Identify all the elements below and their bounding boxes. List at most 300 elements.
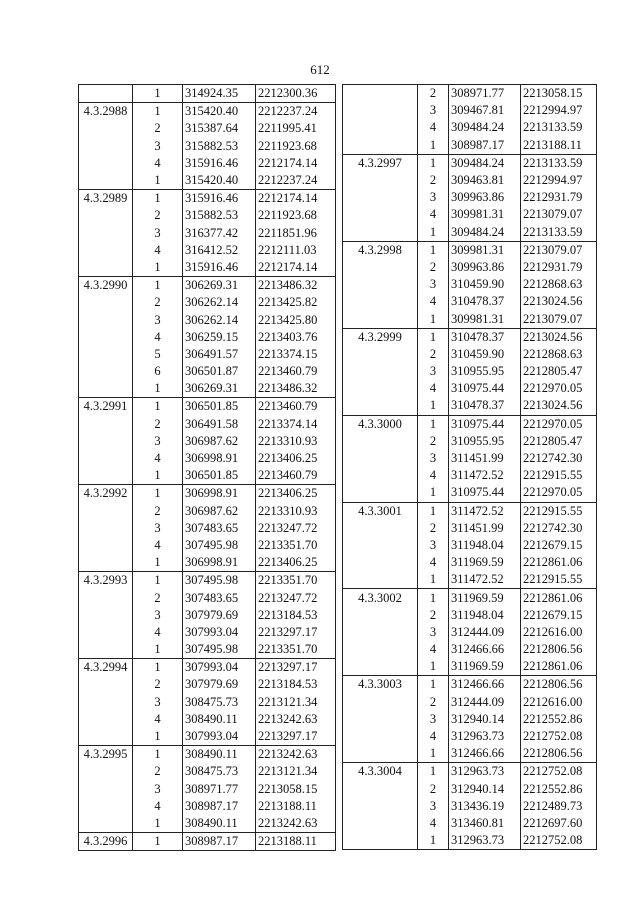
x-coordinate-cell: 309463.81 <box>449 172 521 189</box>
table-row <box>343 537 597 554</box>
table-row <box>343 641 597 658</box>
point-number-cell: 3 <box>133 433 183 450</box>
parcel-id-cell <box>79 85 133 103</box>
point-number-cell: 3 <box>418 189 449 206</box>
y-coordinate-cell: 2212868.63 <box>521 276 597 293</box>
parcel-id-cell <box>343 450 418 467</box>
x-coordinate-cell: 308987.17 <box>449 137 521 155</box>
y-coordinate-cell: 2213247.72 <box>256 589 336 606</box>
table-row <box>79 798 336 815</box>
table-row <box>343 763 597 781</box>
y-coordinate-cell: 2212806.56 <box>521 676 597 694</box>
point-number-cell: 4 <box>418 467 449 484</box>
y-coordinate-cell: 2213351.70 <box>256 537 336 554</box>
parcel-id-cell <box>79 242 133 259</box>
x-coordinate-cell: 309484.24 <box>449 154 521 172</box>
point-number-cell: 2 <box>418 781 449 798</box>
table-row <box>79 138 336 155</box>
x-coordinate-cell: 309963.86 <box>449 259 521 276</box>
x-coordinate-cell: 309484.24 <box>449 119 521 136</box>
y-coordinate-cell: 2213310.93 <box>256 433 336 450</box>
table-row <box>79 641 336 659</box>
y-coordinate-cell: 2212752.08 <box>521 832 597 850</box>
point-number-cell: 1 <box>133 659 183 677</box>
parcel-id-cell <box>79 155 133 172</box>
point-number-cell: 2 <box>418 694 449 711</box>
x-coordinate-cell: 316412.52 <box>183 242 256 259</box>
table-row <box>343 676 597 694</box>
x-coordinate-cell: 312444.09 <box>449 624 521 641</box>
point-number-cell: 4 <box>133 242 183 259</box>
y-coordinate-cell: 2212552.86 <box>521 781 597 798</box>
table-row <box>343 745 597 763</box>
y-coordinate-cell: 2213406.25 <box>256 554 336 572</box>
parcel-id-cell <box>343 363 418 380</box>
parcel-id-cell <box>343 380 418 397</box>
x-coordinate-cell: 312466.66 <box>449 745 521 763</box>
x-coordinate-cell: 311969.59 <box>449 589 521 607</box>
y-coordinate-cell: 2213079.07 <box>521 310 597 328</box>
point-number-cell: 2 <box>133 120 183 137</box>
y-coordinate-cell: 2212752.08 <box>521 728 597 745</box>
table-row <box>343 137 597 155</box>
table-row <box>343 728 597 745</box>
table-row <box>343 328 597 346</box>
table-row <box>343 346 597 363</box>
x-coordinate-cell: 310975.44 <box>449 415 521 433</box>
parcel-id-cell: 4.3.2991 <box>79 398 133 416</box>
parcel-id-cell <box>343 433 418 450</box>
y-coordinate-cell: 2211851.96 <box>256 225 336 242</box>
x-coordinate-cell: 307993.04 <box>183 659 256 677</box>
table-row <box>343 832 597 850</box>
y-coordinate-cell: 2213297.17 <box>256 624 336 641</box>
table-row <box>343 363 597 380</box>
parcel-id-cell <box>79 676 133 693</box>
parcel-id-cell <box>343 694 418 711</box>
point-number-cell: 3 <box>133 520 183 537</box>
table-row <box>343 781 597 798</box>
point-number-cell: 3 <box>418 537 449 554</box>
parcel-id-cell: 4.3.2998 <box>343 241 418 259</box>
point-number-cell: 1 <box>133 190 183 208</box>
point-number-cell: 2 <box>133 763 183 780</box>
x-coordinate-cell: 307495.98 <box>183 537 256 554</box>
x-coordinate-cell: 312963.73 <box>449 832 521 850</box>
y-coordinate-cell: 2212994.97 <box>521 172 597 189</box>
point-number-cell: 1 <box>133 641 183 659</box>
parcel-id-cell <box>79 711 133 728</box>
x-coordinate-cell: 307979.69 <box>183 676 256 693</box>
parcel-id-cell <box>343 85 418 103</box>
parcel-id-cell <box>79 694 133 711</box>
x-coordinate-cell: 306987.62 <box>183 503 256 520</box>
y-coordinate-cell: 2211923.68 <box>256 207 336 224</box>
x-coordinate-cell: 306491.57 <box>183 346 256 363</box>
x-coordinate-cell: 307495.98 <box>183 641 256 659</box>
x-coordinate-cell: 308971.77 <box>183 781 256 798</box>
table-row <box>343 172 597 189</box>
y-coordinate-cell: 2213460.79 <box>256 467 336 485</box>
parcel-id-cell <box>343 658 418 676</box>
table-row <box>343 484 597 502</box>
y-coordinate-cell: 2213425.82 <box>256 294 336 311</box>
y-coordinate-cell: 2212970.05 <box>521 380 597 397</box>
y-coordinate-cell: 2212742.30 <box>521 450 597 467</box>
table-row <box>79 676 336 693</box>
parcel-id-cell <box>343 293 418 310</box>
table-row <box>343 607 597 624</box>
table-row <box>79 190 336 208</box>
table-row <box>79 694 336 711</box>
parcel-id-cell: 4.3.3003 <box>343 676 418 694</box>
y-coordinate-cell: 2213403.76 <box>256 329 336 346</box>
parcel-id-cell <box>343 520 418 537</box>
x-coordinate-cell: 307993.04 <box>183 624 256 641</box>
point-number-cell: 3 <box>133 138 183 155</box>
parcel-id-cell <box>343 571 418 589</box>
y-coordinate-cell: 2213184.53 <box>256 676 336 693</box>
x-coordinate-cell: 313460.81 <box>449 815 521 832</box>
x-coordinate-cell: 309963.86 <box>449 189 521 206</box>
x-coordinate-cell: 306491.58 <box>183 416 256 433</box>
y-coordinate-cell: 2212805.47 <box>521 433 597 450</box>
x-coordinate-cell: 312444.09 <box>449 694 521 711</box>
point-number-cell: 3 <box>133 694 183 711</box>
table-row <box>343 224 597 242</box>
y-coordinate-cell: 2212174.14 <box>256 259 336 277</box>
table-row <box>79 589 336 606</box>
table-row <box>343 658 597 676</box>
table-row <box>79 311 336 328</box>
table-row <box>343 467 597 484</box>
parcel-id-cell <box>343 224 418 242</box>
point-number-cell: 4 <box>418 554 449 571</box>
point-number-cell: 3 <box>133 607 183 624</box>
y-coordinate-cell: 2213121.34 <box>256 694 336 711</box>
table-row <box>343 433 597 450</box>
table-row <box>79 294 336 311</box>
x-coordinate-cell: 309467.81 <box>449 102 521 119</box>
parcel-id-cell <box>343 484 418 502</box>
table-row <box>79 485 336 503</box>
parcel-id-cell <box>79 624 133 641</box>
table-row <box>343 415 597 433</box>
parcel-id-cell <box>343 397 418 415</box>
parcel-id-cell <box>343 537 418 554</box>
point-number-cell: 3 <box>418 624 449 641</box>
y-coordinate-cell: 2213058.15 <box>521 85 597 103</box>
parcel-id-cell <box>343 832 418 850</box>
parcel-id-cell <box>79 294 133 311</box>
y-coordinate-cell: 2212806.56 <box>521 641 597 658</box>
y-coordinate-cell: 2213351.70 <box>256 641 336 659</box>
x-coordinate-cell: 307495.98 <box>183 572 256 590</box>
parcel-id-cell <box>79 589 133 606</box>
table-row <box>79 450 336 467</box>
y-coordinate-cell: 2213024.56 <box>521 397 597 415</box>
x-coordinate-cell: 308490.11 <box>183 746 256 764</box>
parcel-id-cell <box>79 225 133 242</box>
point-number-cell: 3 <box>133 311 183 328</box>
parcel-id-cell <box>79 450 133 467</box>
point-number-cell: 1 <box>133 398 183 416</box>
x-coordinate-cell: 308490.11 <box>183 815 256 833</box>
parcel-id-cell <box>79 815 133 833</box>
table-row <box>79 833 336 851</box>
y-coordinate-cell: 2213406.25 <box>256 485 336 503</box>
parcel-id-cell: 4.3.2994 <box>79 659 133 677</box>
parcel-id-cell <box>343 189 418 206</box>
parcel-id-cell: 4.3.2993 <box>79 572 133 590</box>
y-coordinate-cell: 2213184.53 <box>256 607 336 624</box>
x-coordinate-cell: 310975.44 <box>449 484 521 502</box>
table-row <box>79 155 336 172</box>
parcel-id-cell <box>79 467 133 485</box>
y-coordinate-cell: 2212174.14 <box>256 155 336 172</box>
table-row <box>79 503 336 520</box>
x-coordinate-cell: 310459.90 <box>449 276 521 293</box>
y-coordinate-cell: 2211923.68 <box>256 138 336 155</box>
table-row <box>343 85 597 103</box>
point-number-cell: 6 <box>133 363 183 380</box>
parcel-id-cell <box>343 745 418 763</box>
y-coordinate-cell: 2212679.15 <box>521 537 597 554</box>
table-row <box>343 554 597 571</box>
point-number-cell: 1 <box>418 224 449 242</box>
x-coordinate-cell: 311451.99 <box>449 450 521 467</box>
y-coordinate-cell: 2213024.56 <box>521 328 597 346</box>
parcel-id-cell <box>343 346 418 363</box>
y-coordinate-cell: 2213133.59 <box>521 154 597 172</box>
x-coordinate-cell: 308475.73 <box>183 763 256 780</box>
x-coordinate-cell: 309981.31 <box>449 206 521 223</box>
x-coordinate-cell: 306998.91 <box>183 554 256 572</box>
x-coordinate-cell: 311472.52 <box>449 571 521 589</box>
table-row <box>79 763 336 780</box>
x-coordinate-cell: 309981.31 <box>449 241 521 259</box>
parcel-id-cell <box>79 728 133 746</box>
parcel-id-cell <box>79 781 133 798</box>
x-coordinate-cell: 306501.87 <box>183 363 256 380</box>
point-number-cell: 4 <box>418 641 449 658</box>
table-row <box>79 624 336 641</box>
x-coordinate-cell: 308475.73 <box>183 694 256 711</box>
point-number-cell: 2 <box>418 520 449 537</box>
y-coordinate-cell: 2212861.06 <box>521 554 597 571</box>
parcel-id-cell: 4.3.3001 <box>343 502 418 520</box>
x-coordinate-cell: 309484.24 <box>449 224 521 242</box>
y-coordinate-cell: 2212616.00 <box>521 694 597 711</box>
table-row <box>343 502 597 520</box>
point-number-cell: 1 <box>133 259 183 277</box>
y-coordinate-cell: 2212994.97 <box>521 102 597 119</box>
table-row <box>79 380 336 398</box>
parcel-id-cell <box>343 137 418 155</box>
table-row <box>343 206 597 223</box>
x-coordinate-cell: 315916.46 <box>183 259 256 277</box>
point-number-cell: 1 <box>133 833 183 851</box>
table-row <box>79 346 336 363</box>
point-number-cell: 2 <box>418 259 449 276</box>
point-number-cell: 1 <box>133 554 183 572</box>
point-number-cell: 1 <box>133 815 183 833</box>
x-coordinate-cell: 313436.19 <box>449 798 521 815</box>
x-coordinate-cell: 311472.52 <box>449 502 521 520</box>
x-coordinate-cell: 306998.91 <box>183 450 256 467</box>
point-number-cell: 1 <box>418 310 449 328</box>
table-row <box>343 310 597 328</box>
point-number-cell: 4 <box>133 450 183 467</box>
table-row <box>79 467 336 485</box>
table-row <box>79 103 336 121</box>
x-coordinate-cell: 312963.73 <box>449 763 521 781</box>
point-number-cell: 4 <box>133 798 183 815</box>
table-row <box>79 207 336 224</box>
x-coordinate-cell: 312466.66 <box>449 676 521 694</box>
point-number-cell: 3 <box>133 225 183 242</box>
parcel-id-cell <box>343 781 418 798</box>
point-number-cell: 1 <box>418 832 449 850</box>
y-coordinate-cell: 2212237.24 <box>256 103 336 121</box>
x-coordinate-cell: 310478.37 <box>449 328 521 346</box>
point-number-cell: 1 <box>133 485 183 503</box>
x-coordinate-cell: 315420.40 <box>183 172 256 190</box>
y-coordinate-cell: 2212697.60 <box>521 815 597 832</box>
parcel-id-cell: 4.3.2999 <box>343 328 418 346</box>
table-row <box>343 798 597 815</box>
y-coordinate-cell: 2212111.03 <box>256 242 336 259</box>
table-row <box>79 711 336 728</box>
point-number-cell: 2 <box>133 589 183 606</box>
parcel-id-cell <box>79 433 133 450</box>
table-row <box>79 259 336 277</box>
table-row <box>343 397 597 415</box>
parcel-id-cell: 4.3.2992 <box>79 485 133 503</box>
point-number-cell: 1 <box>133 85 183 103</box>
parcel-id-cell: 4.3.2995 <box>79 746 133 764</box>
table-row <box>79 120 336 137</box>
table-row <box>343 154 597 172</box>
y-coordinate-cell: 2212861.06 <box>521 658 597 676</box>
parcel-id-cell <box>79 138 133 155</box>
point-number-cell: 2 <box>418 433 449 450</box>
parcel-id-cell <box>343 276 418 293</box>
y-coordinate-cell: 2213242.63 <box>256 746 336 764</box>
table-row <box>79 242 336 259</box>
x-coordinate-cell: 306501.85 <box>183 398 256 416</box>
point-number-cell: 2 <box>133 503 183 520</box>
y-coordinate-cell: 2213133.59 <box>521 119 597 136</box>
parcel-id-cell <box>79 416 133 433</box>
y-coordinate-cell: 2213297.17 <box>256 659 336 677</box>
table-row <box>79 520 336 537</box>
x-coordinate-cell: 310955.95 <box>449 363 521 380</box>
point-number-cell: 3 <box>418 102 449 119</box>
parcel-id-cell: 4.3.2997 <box>343 154 418 172</box>
x-coordinate-cell: 312940.14 <box>449 711 521 728</box>
x-coordinate-cell: 308490.11 <box>183 711 256 728</box>
x-coordinate-cell: 311451.99 <box>449 520 521 537</box>
y-coordinate-cell: 2212915.55 <box>521 502 597 520</box>
table-row <box>79 537 336 554</box>
parcel-id-cell <box>79 259 133 277</box>
table-row <box>79 225 336 242</box>
y-coordinate-cell: 2213121.34 <box>256 763 336 780</box>
y-coordinate-cell: 2213486.32 <box>256 380 336 398</box>
x-coordinate-cell: 306262.14 <box>183 294 256 311</box>
point-number-cell: 1 <box>418 154 449 172</box>
y-coordinate-cell: 2212237.24 <box>256 172 336 190</box>
y-coordinate-cell: 2212752.08 <box>521 763 597 781</box>
right-coordinate-table <box>342 84 597 850</box>
y-coordinate-cell: 2212174.14 <box>256 190 336 208</box>
parcel-id-cell <box>79 520 133 537</box>
y-coordinate-cell: 2212616.00 <box>521 624 597 641</box>
y-coordinate-cell: 2213188.11 <box>256 798 336 815</box>
point-number-cell: 3 <box>418 363 449 380</box>
point-number-cell: 2 <box>418 607 449 624</box>
point-number-cell: 4 <box>418 728 449 745</box>
parcel-id-cell <box>343 607 418 624</box>
point-number-cell: 1 <box>418 484 449 502</box>
parcel-id-cell <box>79 120 133 137</box>
y-coordinate-cell: 2213024.56 <box>521 293 597 310</box>
parcel-id-cell: 4.3.2996 <box>79 833 133 851</box>
x-coordinate-cell: 311969.59 <box>449 554 521 571</box>
y-coordinate-cell: 2213460.79 <box>256 363 336 380</box>
parcel-id-cell <box>79 607 133 624</box>
x-coordinate-cell: 315882.53 <box>183 207 256 224</box>
y-coordinate-cell: 2212300.36 <box>256 85 336 103</box>
table-row <box>343 293 597 310</box>
point-number-cell: 2 <box>133 207 183 224</box>
y-coordinate-cell: 2213297.17 <box>256 728 336 746</box>
point-number-cell: 3 <box>418 798 449 815</box>
left-coordinate-table <box>78 84 336 851</box>
parcel-id-cell <box>343 467 418 484</box>
x-coordinate-cell: 310459.90 <box>449 346 521 363</box>
x-coordinate-cell: 306998.91 <box>183 485 256 503</box>
table-row <box>79 398 336 416</box>
y-coordinate-cell: 2213247.72 <box>256 520 336 537</box>
table-row <box>343 711 597 728</box>
table-row <box>79 416 336 433</box>
table-row <box>343 380 597 397</box>
table-row <box>79 329 336 346</box>
x-coordinate-cell: 312940.14 <box>449 781 521 798</box>
table-row <box>79 554 336 572</box>
y-coordinate-cell: 2213310.93 <box>256 503 336 520</box>
parcel-id-cell <box>343 624 418 641</box>
x-coordinate-cell: 311948.04 <box>449 607 521 624</box>
y-coordinate-cell: 2213425.80 <box>256 311 336 328</box>
point-number-cell: 2 <box>418 346 449 363</box>
point-number-cell: 4 <box>133 711 183 728</box>
point-number-cell: 3 <box>418 276 449 293</box>
point-number-cell: 4 <box>133 155 183 172</box>
parcel-id-cell <box>79 763 133 780</box>
point-number-cell: 4 <box>133 624 183 641</box>
parcel-id-cell: 4.3.2990 <box>79 277 133 295</box>
table-row <box>79 172 336 190</box>
point-number-cell: 4 <box>133 537 183 554</box>
table-row <box>79 746 336 764</box>
point-number-cell: 1 <box>418 763 449 781</box>
x-coordinate-cell: 312466.66 <box>449 641 521 658</box>
x-coordinate-cell: 306259.15 <box>183 329 256 346</box>
x-coordinate-cell: 311472.52 <box>449 467 521 484</box>
